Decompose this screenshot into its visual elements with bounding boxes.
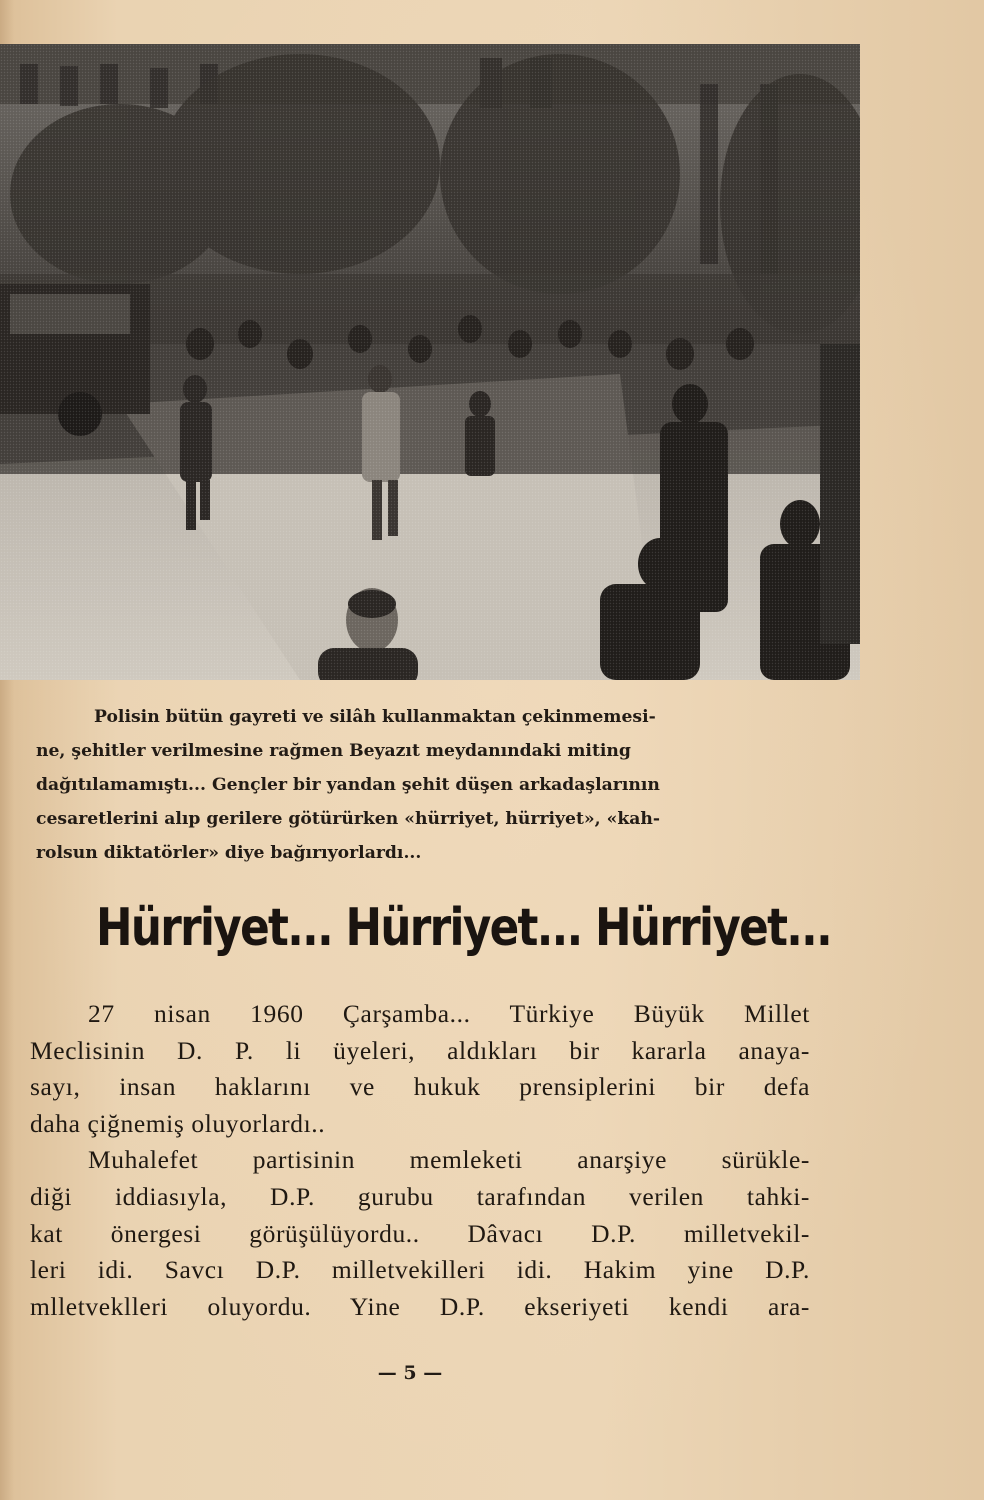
crowd-photo-image (0, 44, 860, 680)
crowd-photo (0, 44, 860, 680)
caption-line: ne, şehitler verilmesine rağmen Beyazıt meydanındaki miting (36, 741, 631, 761)
body-line: daha çiğnemiş oluyorlardı.. (30, 1108, 326, 1138)
body-line: diği iddiasıyla, D.P. gurubu tarafından verilen tahki- (30, 1181, 810, 1211)
caption-line: rolsun diktatörler» diye bağırıyorlardı... (36, 843, 422, 863)
body-line: 27 nisan 1960 Çarşamba... Türkiye Büyük Millet (88, 999, 810, 1028)
photo-caption (36, 700, 812, 870)
caption-line: dağıtılamamıştı... Gençler bir yandan şehit düşen arkadaşlarının (36, 775, 660, 795)
caption-line: Polisin bütün gayreti ve silâh kullanmaktan çekinmemesi- (94, 707, 656, 727)
caption-line: cesaretlerini alıp gerilere götürürken «hürriyet, hürriyet», «kah- (36, 809, 661, 829)
chapter-headline: Hürriyet... Hürriyet... Hürriyet... (96, 898, 832, 958)
body-line: Meclisinin D. P. li üyeleri, aldıkları bir kararla anaya- (30, 1035, 810, 1065)
body-line: kat önergesi görüşülüyordu.. Dâvacı D.P. milletvekil- (30, 1218, 810, 1248)
body-line: sayı, insan haklarını ve hukuk prensiplerini bir defa (30, 1072, 810, 1102)
body-line: leri idi. Savcı D.P. milletvekilleri idi. Hakim yine D.P. (30, 1255, 810, 1285)
page-number: — 5 — (377, 1362, 443, 1384)
body-text (30, 996, 810, 1325)
body-line: mlletveklleri oluyordu. Yine D.P. ekseriyeti kendi ara- (30, 1291, 810, 1321)
body-line: Muhalefet partisinin memleketi anarşiye sürükle- (88, 1145, 810, 1175)
